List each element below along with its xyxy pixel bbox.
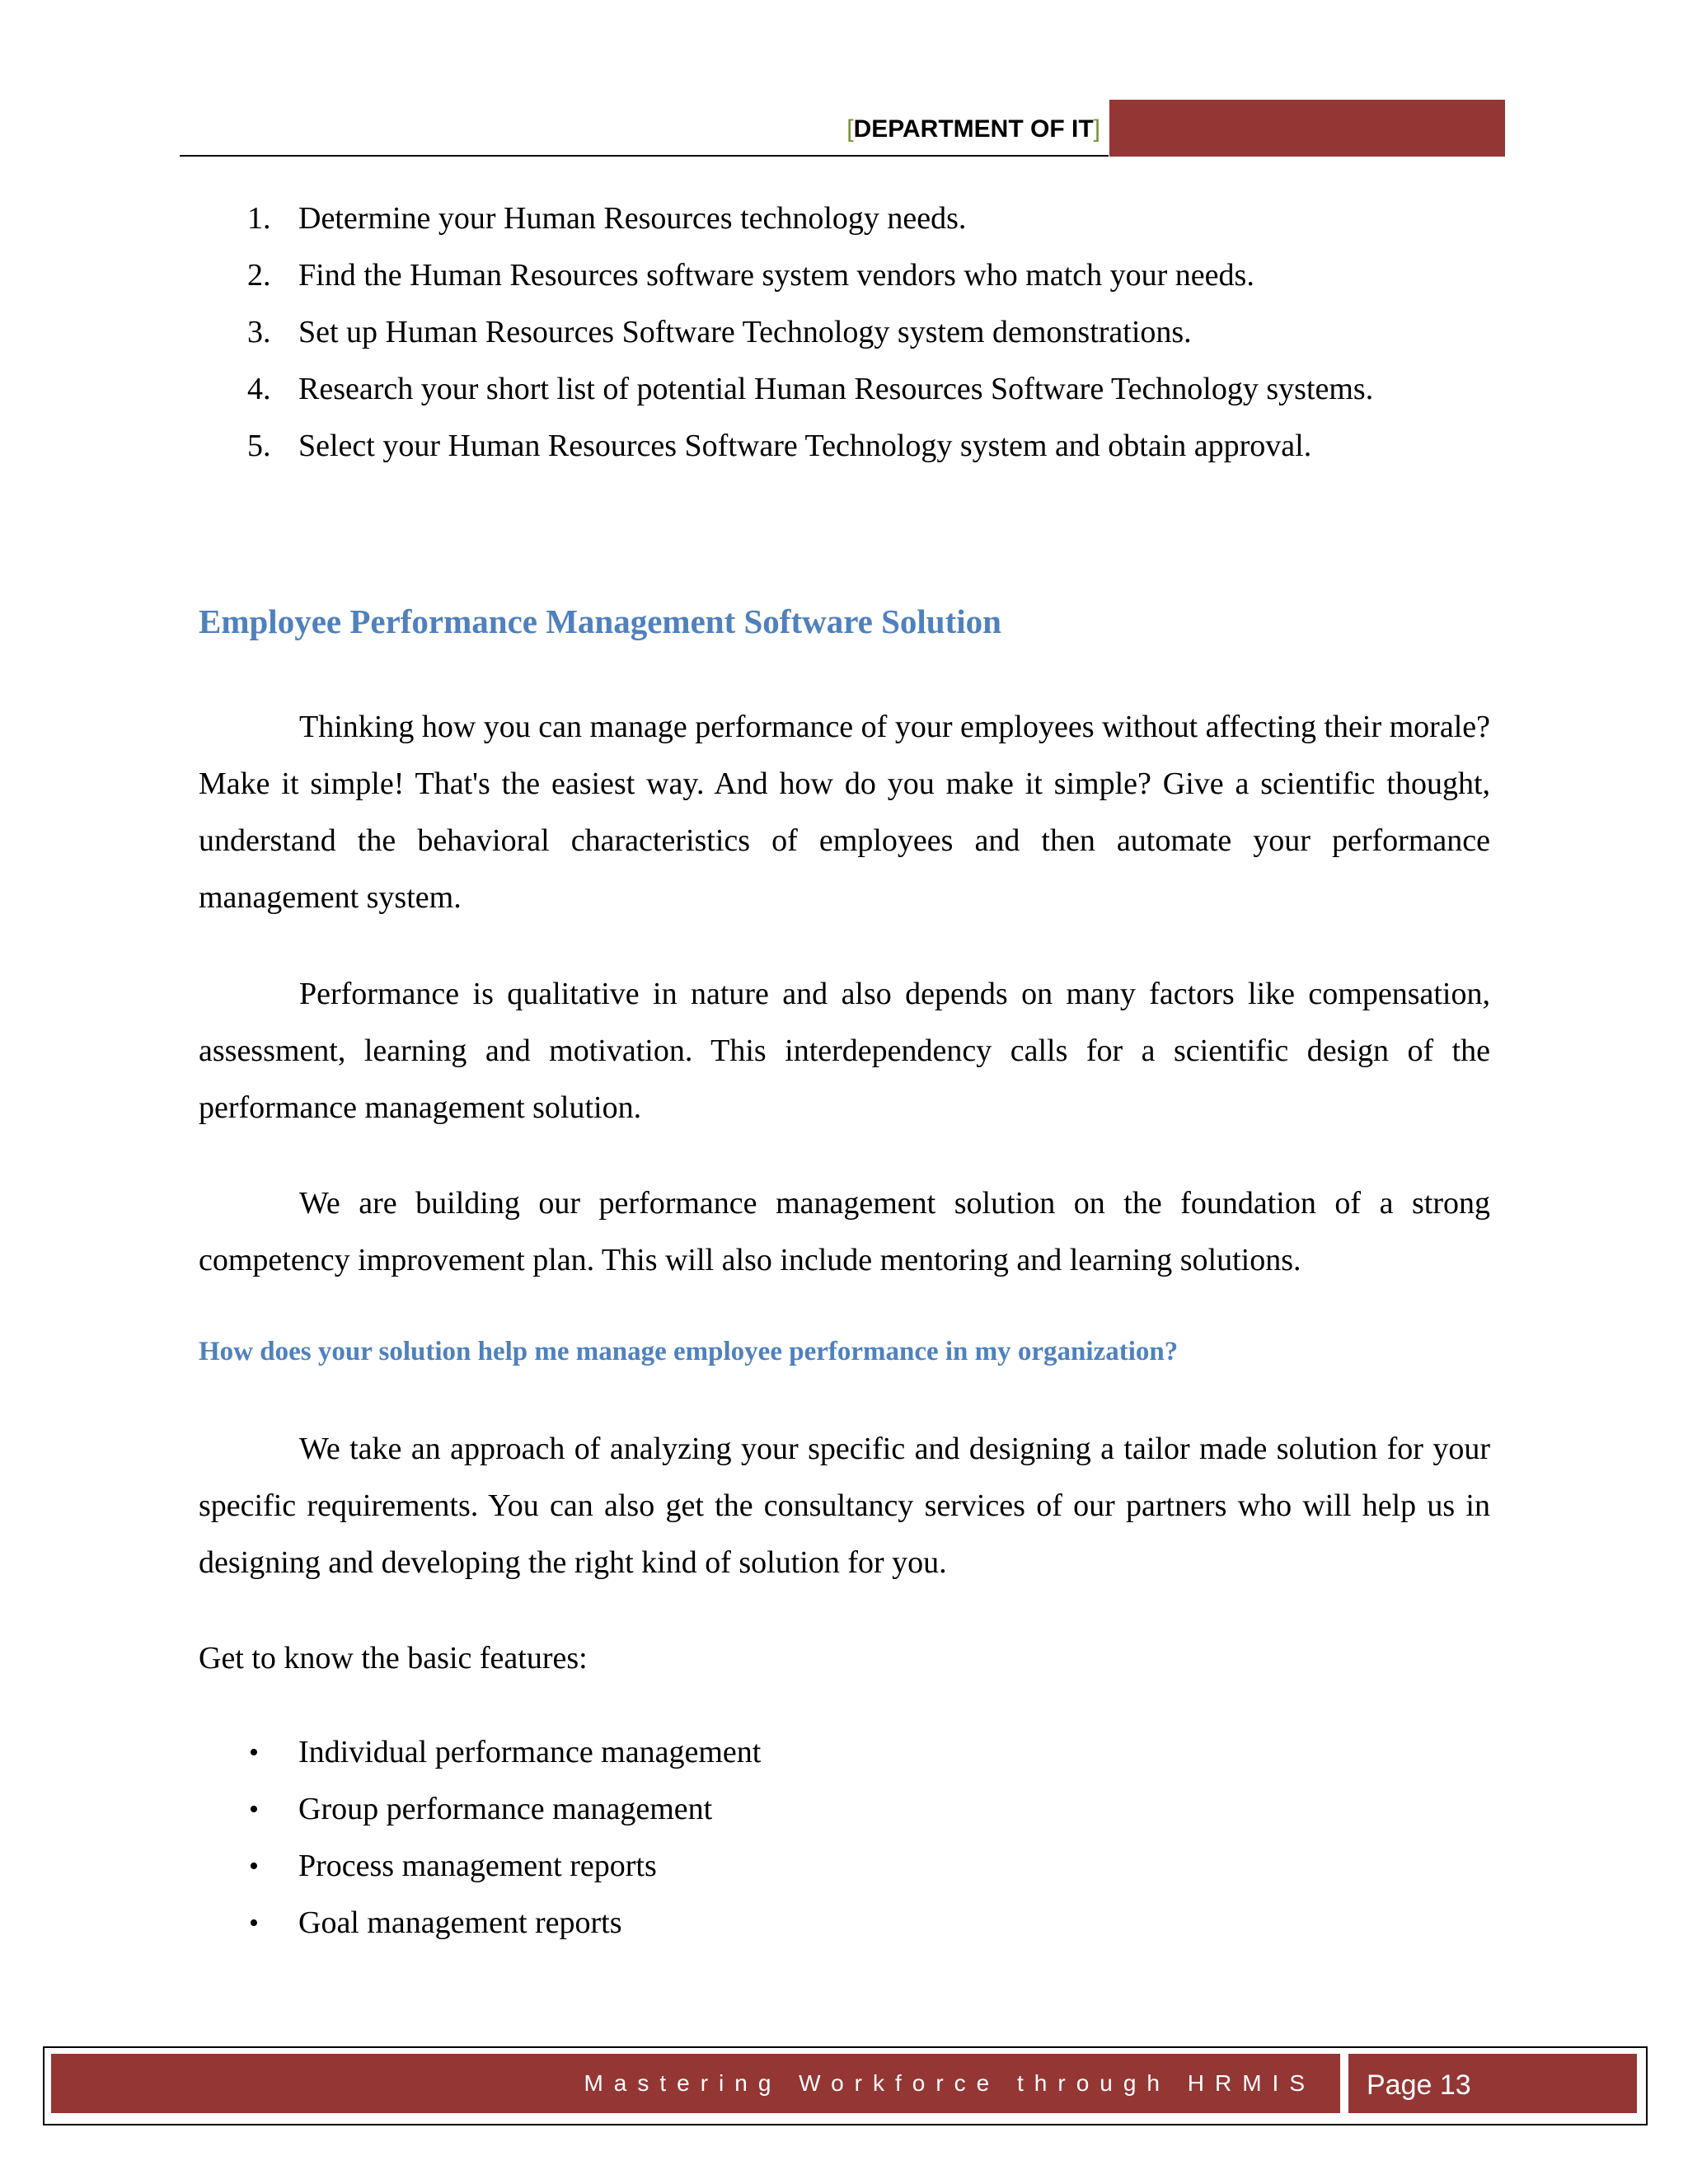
- list-item: [198, 247, 1558, 304]
- bullet-icon: •: [249, 1737, 259, 1768]
- list-number: 4.: [247, 372, 271, 406]
- list-text: Find the Human Resources software system vendors who match your needs.: [298, 258, 1254, 293]
- list-item: [198, 1781, 1558, 1838]
- list-item: [198, 304, 1558, 361]
- list-text: Process management reports: [298, 1849, 657, 1883]
- list-item: [198, 418, 1558, 475]
- paragraph-qualitative: Performance is qualitative in nature and also depends on many factors like compensation, assessment, learning and motivation. This interdependency calls for a scientific design of the performance management solution.: [199, 977, 1490, 1125]
- paragraph-answer: We take an approach of analyzing your specific and designing a tailor made solution for your specific requirements. You can also get the consultancy services of our partners who will help us in designing and developing the right kind of solution for you.: [199, 1432, 1490, 1580]
- list-text: Group performance management: [298, 1792, 713, 1826]
- page-number: Page 13: [1348, 2054, 1637, 2113]
- section-heading: Employee Performance Management Software Solution: [199, 602, 1001, 640]
- header-rule: [180, 155, 1109, 157]
- features-list: [198, 1724, 1558, 1952]
- list-item: [198, 1838, 1558, 1895]
- header-bracket-open: [: [846, 115, 854, 143]
- list-number: 5.: [247, 429, 271, 463]
- header-bracket-close: ]: [1093, 115, 1100, 143]
- list-text: Determine your Human Resources technology needs.: [298, 201, 967, 236]
- bullet-icon: •: [249, 1908, 259, 1938]
- steps-list: [198, 190, 1558, 475]
- list-number: 3.: [247, 315, 271, 349]
- list-item: [198, 1724, 1558, 1781]
- header-department-text: DEPARTMENT OF IT: [853, 115, 1094, 143]
- list-item: [198, 190, 1558, 247]
- list-text: Goal management reports: [298, 1905, 622, 1940]
- list-item: [198, 361, 1558, 418]
- paragraph-intro: Thinking how you can manage performance of your employees without affecting their morale? Make it simple! That's the easiest way. And how do you make it simple? Give a scientific thought, understand the behavioral characteristics of employees and then automate your performance management system.: [199, 710, 1490, 915]
- list-number: 2.: [247, 258, 271, 293]
- features-intro: Get to know the basic features:: [199, 1641, 588, 1675]
- header-department: [824, 115, 1100, 143]
- faq-question-heading: How does your solution help me manage employee performance in my organization?: [199, 1337, 1179, 1366]
- footer-title: Mastering Workforce through HRMIS: [51, 2054, 1340, 2113]
- list-text: Individual performance management: [298, 1735, 762, 1769]
- bullet-icon: •: [249, 1794, 259, 1825]
- list-text: Set up Human Resources Software Technology system demonstrations.: [298, 315, 1192, 349]
- bullet-icon: •: [249, 1851, 259, 1882]
- paragraph-foundation: We are building our performance management solution on the foundation of a strong competency improvement plan. This will also include mentoring and learning solutions.: [199, 1186, 1490, 1277]
- list-item: [198, 1895, 1558, 1952]
- list-number: 1.: [247, 201, 271, 236]
- list-text: Select your Human Resources Software Technology system and obtain approval.: [298, 429, 1312, 463]
- list-text: Research your short list of potential Human Resources Software Technology systems.: [298, 372, 1374, 406]
- header-accent-bar: [1109, 100, 1505, 157]
